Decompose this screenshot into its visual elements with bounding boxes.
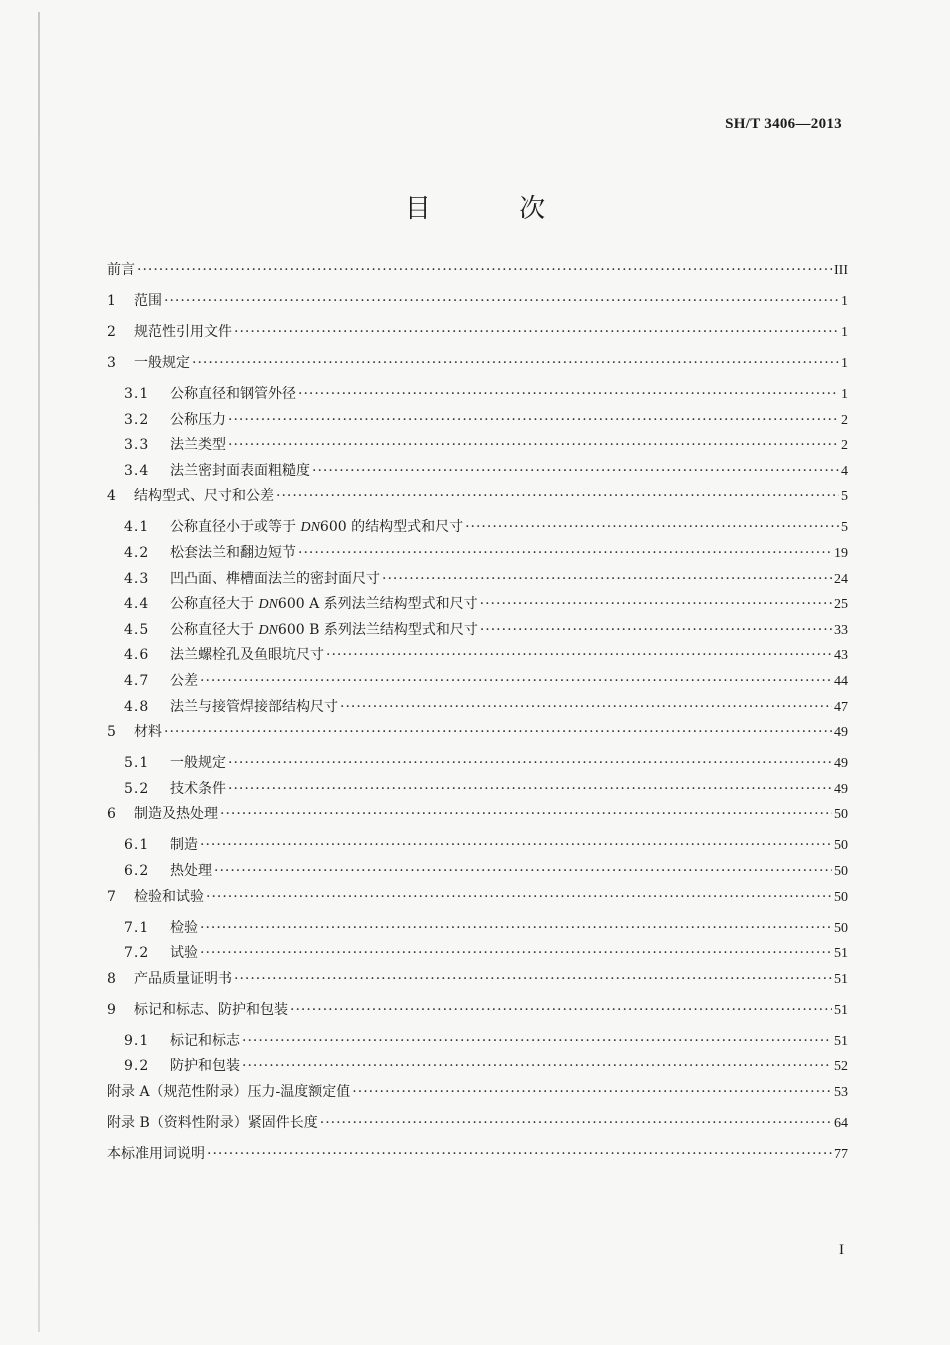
dot-leader xyxy=(312,463,839,479)
toc-entry[interactable] xyxy=(107,568,848,594)
toc-entry-page: 47 xyxy=(834,699,848,715)
dot-leader xyxy=(276,488,839,504)
page-number: I xyxy=(839,1242,844,1258)
dot-leader xyxy=(340,699,832,715)
toc-entry-label: 法兰类型 xyxy=(170,437,226,454)
toc-entry-number: 3.1 xyxy=(124,386,150,402)
toc-entry-page: 51 xyxy=(834,971,848,987)
toc-entry[interactable] xyxy=(107,721,848,752)
toc-entry[interactable] xyxy=(107,834,848,860)
dot-leader xyxy=(480,596,832,612)
toc-entry-number: 6.1 xyxy=(124,837,150,854)
toc-entry-label: 公差 xyxy=(170,672,198,689)
dot-leader xyxy=(480,622,832,638)
toc-entry-number: 4.7 xyxy=(124,672,150,689)
toc-entry-label: 前言 xyxy=(107,262,135,278)
toc-entry-number: 3 xyxy=(107,355,116,371)
toc-entry-number: 4.1 xyxy=(124,519,150,536)
toc-entry-label: 松套法兰和翻边短节 xyxy=(170,544,296,561)
toc-entry-label: 产品质量证明书 xyxy=(134,970,232,987)
toc-entry-number: 1 xyxy=(107,293,116,309)
toc-entry[interactable] xyxy=(107,485,848,516)
dot-leader xyxy=(290,1002,832,1018)
toc-entry[interactable] xyxy=(107,1112,848,1143)
dot-leader xyxy=(298,545,832,561)
toc-entry-page: 51 xyxy=(834,1033,848,1049)
toc-entry-page: 19 xyxy=(834,545,848,561)
toc-entry-label: 附录 B（资料性附录）紧固件长度 xyxy=(107,1114,318,1131)
toc-entry-label: 检验 xyxy=(170,919,198,936)
toc-entry-label: 公称直径大于 DN600 B 系列法兰结构型式和尺寸 xyxy=(170,621,478,638)
toc-entry[interactable] xyxy=(107,752,848,778)
toc-entry-page: 1 xyxy=(841,387,848,402)
toc-entry[interactable] xyxy=(107,352,848,383)
page-title: 目 次 xyxy=(404,194,586,224)
toc-entry-page: 50 xyxy=(834,920,848,936)
dot-leader xyxy=(200,945,832,961)
toc-entry-number: 4 xyxy=(107,488,116,505)
dot-leader xyxy=(192,355,839,371)
toc-entry-label: 一般规定 xyxy=(170,755,226,772)
dot-leader xyxy=(234,324,839,340)
dot-leader xyxy=(220,806,832,822)
toc-entry[interactable] xyxy=(107,886,848,917)
toc-entry[interactable] xyxy=(107,619,848,645)
dot-leader xyxy=(214,863,832,879)
dot-leader xyxy=(207,1146,832,1162)
toc-entry-page: 24 xyxy=(834,571,848,587)
toc-entry[interactable] xyxy=(107,409,848,435)
toc-entry-page: 49 xyxy=(834,725,848,741)
toc-entry-number: 9.1 xyxy=(124,1032,150,1049)
toc-entry-number: 6.2 xyxy=(124,862,150,879)
toc-entry-number: 4.5 xyxy=(124,621,150,638)
toc-entry[interactable] xyxy=(107,968,848,999)
toc-entry[interactable] xyxy=(107,778,848,804)
dot-leader xyxy=(242,1033,832,1049)
toc-entry[interactable] xyxy=(107,917,848,943)
toc-entry-number: 9.2 xyxy=(124,1058,150,1075)
toc-entry-number: 4.6 xyxy=(124,647,150,664)
dot-leader xyxy=(200,837,832,853)
toc-entry-number: 9 xyxy=(107,1001,116,1018)
toc-entry[interactable] xyxy=(107,259,848,290)
toc-entry[interactable] xyxy=(107,860,848,886)
dot-leader xyxy=(234,971,832,987)
toc-entry-label: 防护和包装 xyxy=(170,1058,240,1075)
toc-entry-page: 43 xyxy=(834,648,848,664)
toc-entry[interactable] xyxy=(107,290,848,321)
toc-entry-number: 7.1 xyxy=(124,919,150,936)
toc-entry-label: 结构型式、尺寸和公差 xyxy=(134,488,274,505)
toc-entry[interactable] xyxy=(107,942,848,968)
toc-entry-label: 公称直径大于 DN600 A 系列法兰结构型式和尺寸 xyxy=(170,596,478,613)
dot-leader xyxy=(465,519,839,535)
dot-leader xyxy=(352,1084,832,1100)
toc-entry[interactable] xyxy=(107,644,848,670)
toc-entry-number: 2 xyxy=(107,324,116,340)
toc-entry-label: 一般规定 xyxy=(134,355,190,371)
toc-entry[interactable] xyxy=(107,1081,848,1112)
toc-entry-label: 标记和标志 xyxy=(170,1032,240,1049)
toc-entry[interactable] xyxy=(107,593,848,619)
toc-entry-label: 公称直径和钢管外径 xyxy=(170,386,296,402)
toc-entry-number: 4.8 xyxy=(124,698,150,715)
table-of-contents xyxy=(107,259,848,1174)
toc-entry-page: 51 xyxy=(834,1002,848,1018)
toc-entry[interactable] xyxy=(107,434,848,460)
toc-entry-page: 5 xyxy=(841,520,848,536)
toc-entry-label: 热处理 xyxy=(170,862,212,879)
toc-entry-number: 4.3 xyxy=(124,570,150,587)
toc-entry-page: 33 xyxy=(834,622,848,638)
toc-entry[interactable] xyxy=(107,383,848,409)
toc-entry-page: 52 xyxy=(834,1059,848,1075)
dot-leader xyxy=(326,647,832,663)
dot-leader xyxy=(228,781,832,797)
toc-entry-number: 5.1 xyxy=(124,755,150,772)
toc-entry-page: 1 xyxy=(841,356,848,371)
dot-leader xyxy=(320,1115,832,1131)
dot-leader xyxy=(137,262,832,278)
toc-entry-page: 50 xyxy=(834,889,848,905)
toc-entry-label: 制造及热处理 xyxy=(134,806,218,823)
dot-leader xyxy=(228,755,832,771)
toc-entry[interactable] xyxy=(107,542,848,568)
toc-entry-label: 公称直径小于或等于 DN600 的结构型式和尺寸 xyxy=(170,519,464,536)
dot-leader xyxy=(242,1058,832,1074)
toc-entry-page: 44 xyxy=(834,673,848,689)
toc-entry-page: 49 xyxy=(834,781,848,797)
toc-entry-page: 49 xyxy=(834,756,848,772)
toc-entry-number: 7 xyxy=(107,888,116,905)
toc-entry-page: 1 xyxy=(841,325,848,340)
toc-entry[interactable] xyxy=(107,670,848,696)
toc-entry-label: 凹凸面、榫槽面法兰的密封面尺寸 xyxy=(170,570,380,587)
toc-entry[interactable] xyxy=(107,1055,848,1081)
toc-entry-label: 范围 xyxy=(134,293,162,309)
toc-entry-number: 4.2 xyxy=(124,544,150,561)
toc-entry-number: 8 xyxy=(107,970,116,987)
standard-code: SH/T 3406—2013 xyxy=(725,116,842,132)
toc-entry-page: III xyxy=(834,263,848,278)
toc-entry[interactable] xyxy=(107,321,848,352)
toc-entry-label: 本标准用词说明 xyxy=(107,1145,205,1162)
dot-leader xyxy=(206,889,832,905)
toc-entry-number: 3.2 xyxy=(124,411,150,428)
toc-entry-label: 规范性引用文件 xyxy=(134,324,232,340)
toc-entry-page: 2 xyxy=(841,438,848,454)
toc-entry-label: 标记和标志、防护和包装 xyxy=(134,1001,288,1018)
toc-entry-page: 1 xyxy=(841,294,848,309)
toc-entry-label: 制造 xyxy=(170,837,198,854)
toc-entry-label: 检验和试验 xyxy=(134,888,204,905)
dot-leader xyxy=(228,437,839,453)
toc-entry[interactable] xyxy=(107,1143,848,1174)
toc-entry[interactable] xyxy=(107,999,848,1030)
toc-entry[interactable] xyxy=(107,1030,848,1056)
toc-entry-number: 6 xyxy=(107,806,116,823)
toc-entry-label: 公称压力 xyxy=(170,411,226,428)
toc-entry-page: 50 xyxy=(834,807,848,823)
dot-leader xyxy=(382,571,832,587)
toc-entry-number: 5.2 xyxy=(124,780,150,797)
dot-leader xyxy=(200,920,832,936)
toc-entry-number: 5 xyxy=(107,724,116,741)
toc-entry-label: 附录 A（规范性附录）压力-温度额定值 xyxy=(107,1083,351,1100)
toc-entry-number: 3.3 xyxy=(124,437,150,454)
toc-entry-page: 64 xyxy=(834,1115,848,1131)
toc-entry-label: 技术条件 xyxy=(170,780,226,797)
toc-entry-page: 25 xyxy=(834,597,848,613)
toc-entry-number: 4.4 xyxy=(124,596,150,613)
toc-entry-page: 2 xyxy=(841,412,848,428)
toc-entry-label: 法兰螺栓孔及鱼眼坑尺寸 xyxy=(170,647,324,664)
dot-leader xyxy=(164,724,832,740)
toc-entry-page: 4 xyxy=(841,463,848,479)
toc-entry[interactable] xyxy=(107,460,848,486)
toc-entry-page: 51 xyxy=(834,946,848,962)
toc-entry-page: 50 xyxy=(834,838,848,854)
toc-entry-page: 50 xyxy=(834,863,848,879)
toc-entry[interactable] xyxy=(107,803,848,834)
toc-entry[interactable] xyxy=(107,516,848,542)
toc-entry-page: 5 xyxy=(841,489,848,505)
toc-entry-number: 3.4 xyxy=(124,462,150,479)
dot-leader xyxy=(298,386,839,402)
dot-leader xyxy=(164,293,839,309)
toc-entry-label: 材料 xyxy=(134,724,162,741)
toc-entry-number: 7.2 xyxy=(124,945,150,962)
toc-entry[interactable] xyxy=(107,696,848,722)
toc-entry-label: 法兰与接管焊接部结构尺寸 xyxy=(170,698,338,715)
toc-entry-label: 试验 xyxy=(170,945,198,962)
dot-leader xyxy=(200,673,832,689)
dot-leader xyxy=(228,412,839,428)
toc-entry-page: 77 xyxy=(834,1146,848,1162)
toc-entry-page: 53 xyxy=(834,1084,848,1100)
toc-entry-label: 法兰密封面表面粗糙度 xyxy=(170,462,310,479)
